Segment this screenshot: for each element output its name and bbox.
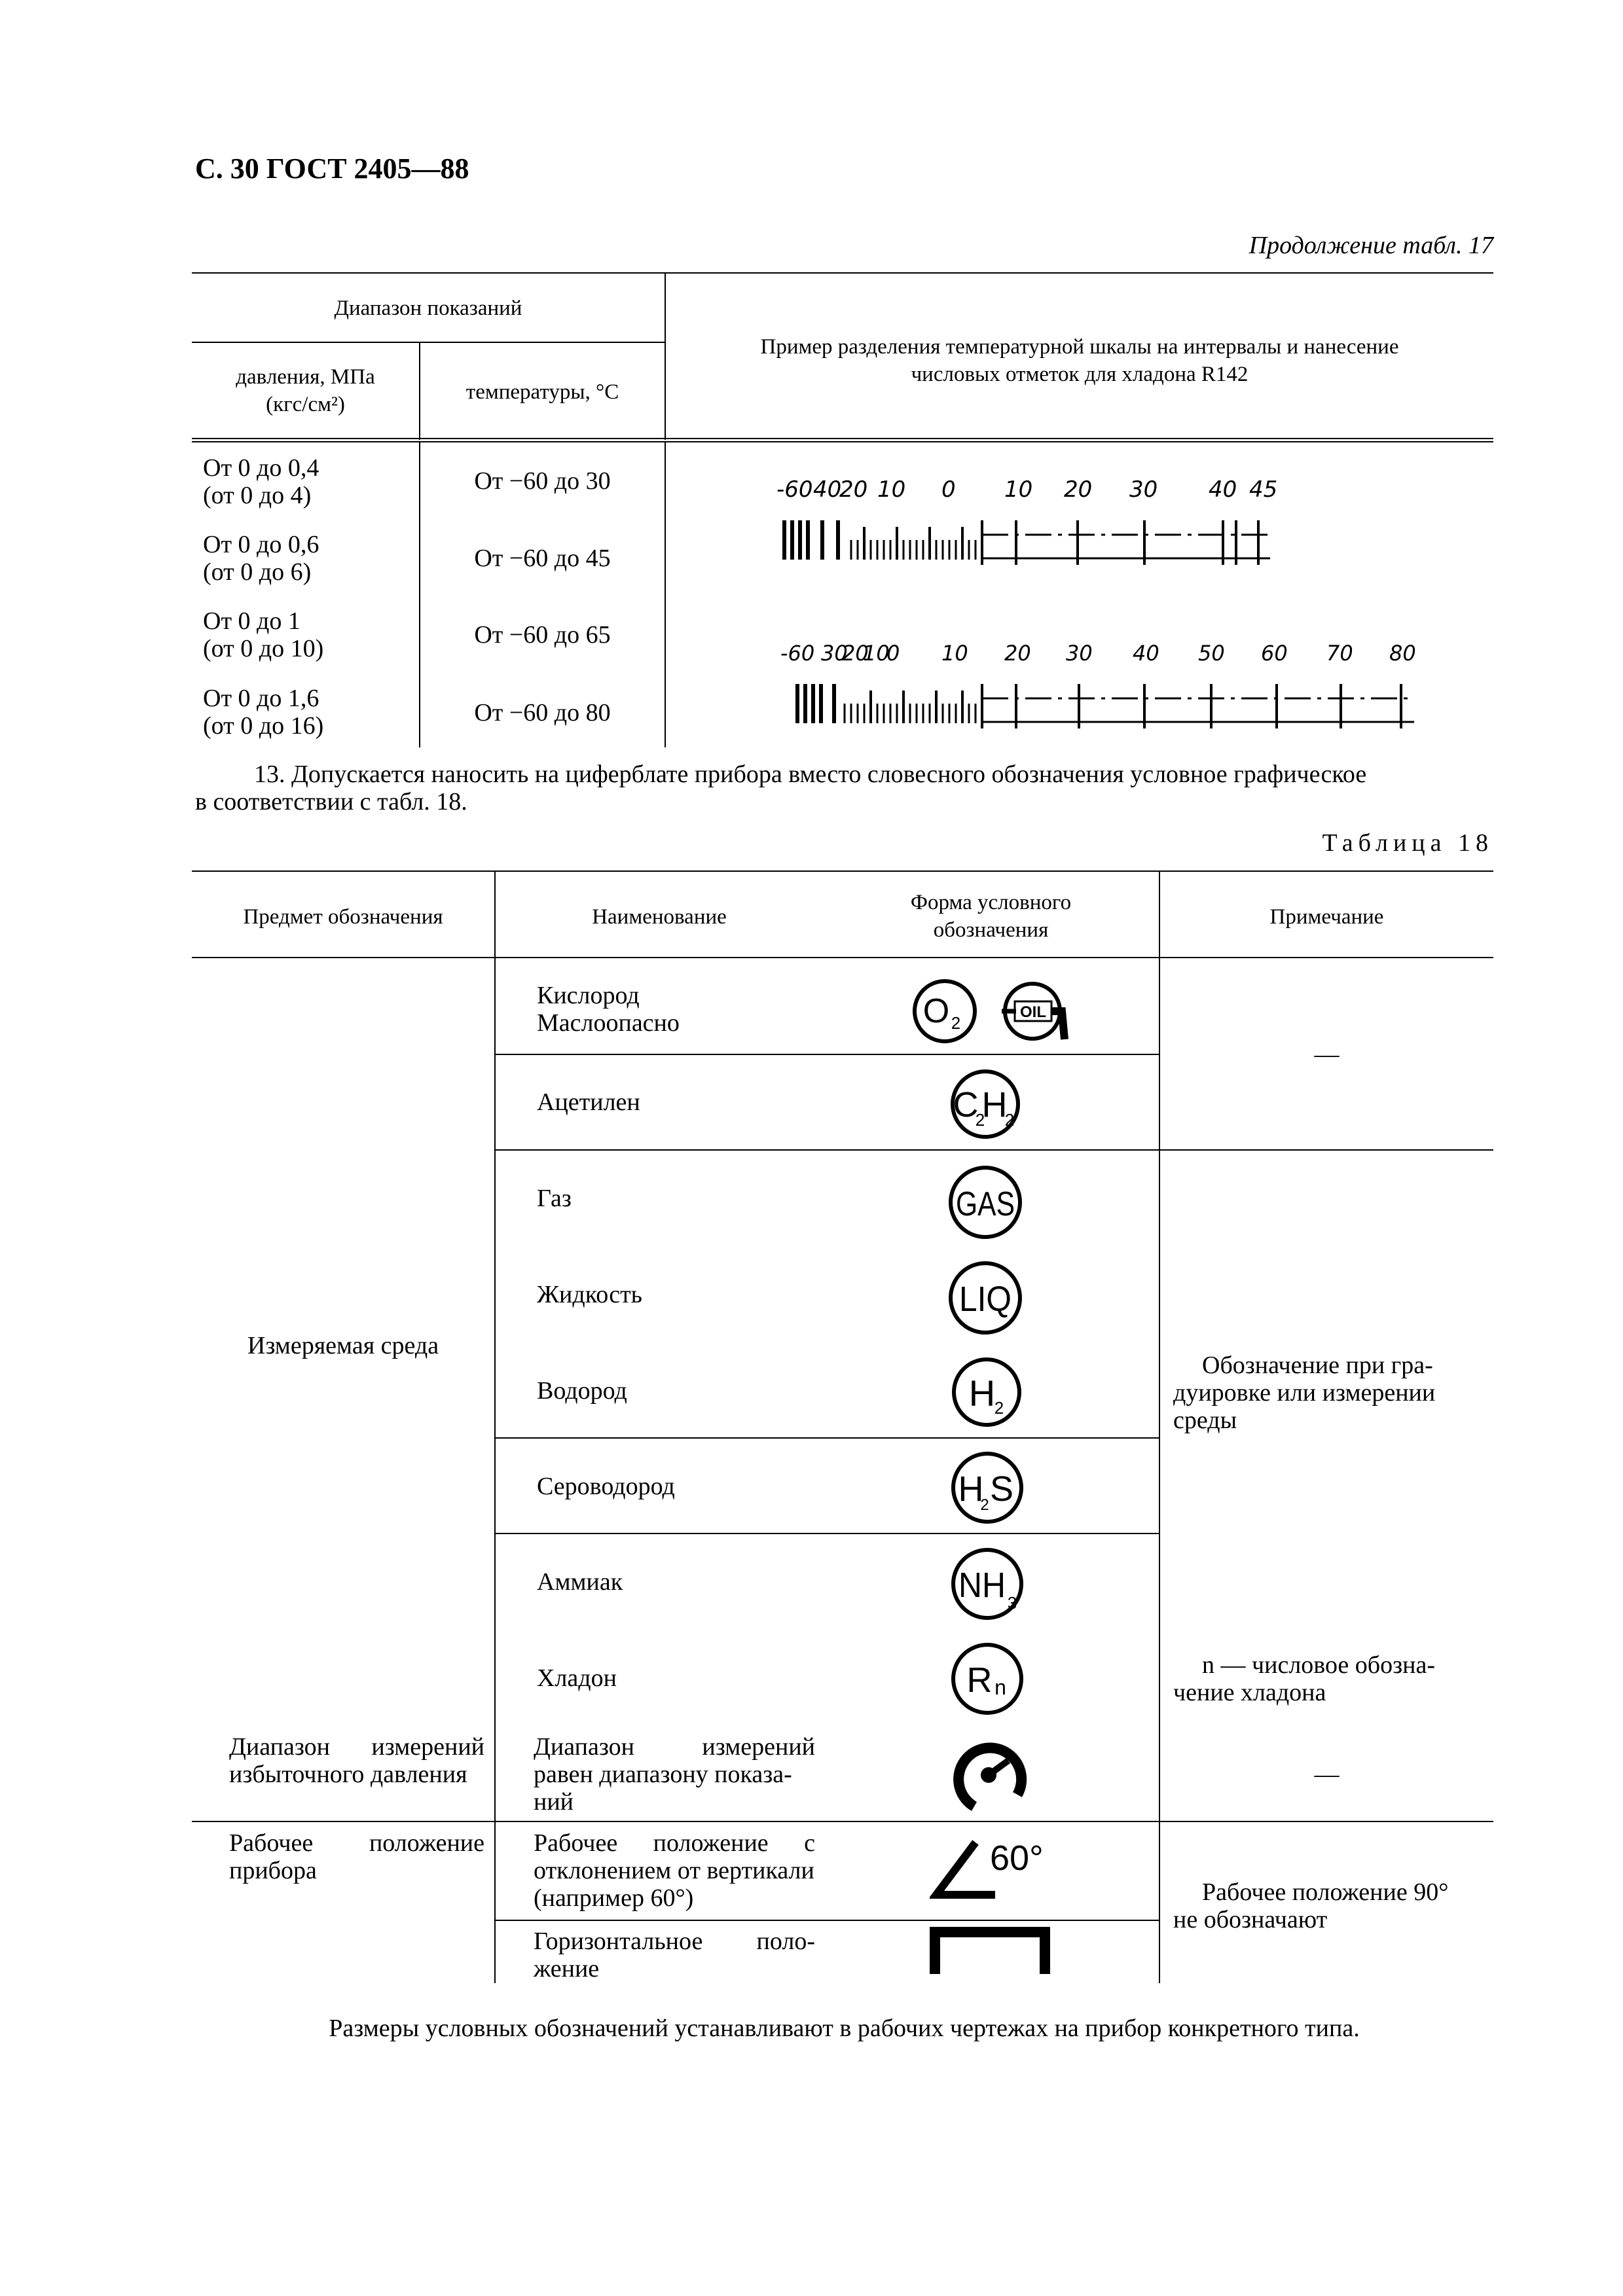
scale-label: 10 [1004,476,1033,503]
table-cell: От −60 до 45 [474,545,611,572]
note-freon: n — числовое обозна- чение хладона [1173,1651,1435,1706]
symbol-text: n [994,1676,1006,1699]
h2s-symbol-icon [948,1448,1027,1527]
name-oxygen-oil: Кислород Маслоопасно [537,982,680,1037]
symbol-text: 2 [994,1398,1004,1418]
scale-label: 45 [1249,476,1278,503]
scale-label: 20 [1004,641,1031,666]
table-row: От 0 до 1 (от 0 до 10) [203,607,324,662]
symbol-text: GAS [956,1185,1015,1223]
name-h2s: Сероводород [537,1473,675,1500]
name-hydrogen: Водород [537,1377,627,1405]
scale-label: 20 [839,476,868,503]
name-work-position: Рабочее положение с отклонением от вертикали (например 60°) [534,1829,815,1912]
symbol-text: 2 [980,1496,989,1514]
scale-label: 40 [1133,641,1159,666]
paragraph-13: 13. Допускается наносить на циферблате прибора вместо словесного обозначения условное графическое в соответствии с табл. 18. [195,761,1367,816]
table-cell: От −60 до 65 [474,621,611,649]
scale-label: 30 [1129,476,1158,503]
note-work-position: Рабочее положение 90° не обозначают [1173,1878,1449,1933]
scale-label: 10 [877,476,906,503]
scale-label: 10 [863,641,890,666]
scale-label: 30 [821,641,848,666]
page-header: С. 30 ГОСТ 2405—88 [195,152,469,185]
scale-label: 80 [1389,641,1416,666]
col-name-header: Наименование [592,905,727,929]
col-range-header: Диапазон показаний [334,296,522,320]
symbol-text: OIL [1020,1003,1046,1021]
col-temperature-header: температуры, °С [465,380,619,404]
note-dash-2: — [1314,1761,1340,1788]
freon-symbol-icon [948,1640,1027,1718]
liquid-symbol-icon [946,1259,1025,1337]
temperature-scale-2 [766,638,1453,736]
table-continuation: Продолжение табл. 17 [1249,232,1493,259]
name-liquid: Жидкость [537,1281,642,1308]
symbol-text: 60° [990,1839,1044,1878]
col-example-header: Пример разделения температурной шкалы на интервалы и нанесение числовых отметок для хладона R142 [760,335,1399,386]
scale-label: 30 [1066,641,1093,666]
symbol-text: 3 [1007,1593,1017,1613]
horizontal-position-icon [928,1924,1053,1977]
name-horizontal: Горизонтальное поло- жение [534,1928,815,1982]
scale-label: 60 [1261,641,1288,666]
subject-range: Диапазон измерений избыточного давления [229,1733,484,1788]
scale-label: 0 [886,641,900,666]
name-range: Диапазон измерений равен диапазону показа- ний [534,1733,815,1816]
scale-label: 40 [813,476,842,503]
scale-label: 10 [941,641,968,666]
note-dash-1: — [1314,1041,1340,1068]
col-pressure-header: давления, МПа (кгс/см²) [236,365,375,416]
symbol-text: 2 [1004,1110,1015,1130]
pressure-range-icon [948,1734,1033,1816]
table-cell: От −60 до 80 [474,699,611,726]
name-freon: Хладон [537,1664,617,1692]
name-gas: Газ [537,1185,572,1212]
name-acetylene: Ацетилен [537,1088,640,1116]
scale-label: 0 [941,476,956,503]
symbol-text: H [958,1469,984,1509]
table-row: От 0 до 1,6 (от 0 до 16) [203,685,324,740]
col-form-header: Форма условного обозначения [910,891,1072,942]
name-ammonia: Аммиак [537,1568,623,1596]
angle-position-icon [930,1829,1061,1908]
scale-label: 70 [1326,641,1353,666]
scale-label: 20 [842,641,869,666]
symbol-text: 2 [951,1013,961,1033]
scale-label: -60 [780,641,815,666]
table-row: От 0 до 0,6 (от 0 до 6) [203,531,319,586]
ammonia-symbol-icon [948,1545,1030,1623]
col-note-header: Примечание [1269,905,1384,929]
gas-symbol-icon [946,1163,1025,1242]
symbol-text: C [953,1085,979,1124]
subject-medium: Измеряемая среда [247,1332,439,1359]
oil-hazard-icon [996,975,1075,1047]
col-subject-header: Предмет обозначения [243,905,443,929]
note-calibration: Обозначение при гра- дуировке или измерении среды [1173,1352,1436,1434]
scale-label: 20 [1064,476,1093,503]
temperature-scale-1 [766,475,1290,573]
table-row: От 0 до 0,4 (от 0 до 4) [203,454,319,509]
symbol-text: O [922,992,950,1030]
oxygen-symbol-icon [909,975,981,1047]
acetylene-symbol-icon [947,1067,1026,1142]
footer-note: Размеры условных обозначений устанавливают в рабочих чертежах на прибор конкретного типа. [329,2015,1360,2042]
subject-work-position: Рабочее положение прибора [229,1829,484,1884]
symbol-text: NH [958,1566,1006,1605]
table-cell: От −60 до 30 [474,467,611,495]
symbol-text: H [968,1372,996,1414]
scale-label: -60 [776,476,813,503]
table-18-caption: Таблица 18 [1322,829,1493,857]
symbol-text: 2 [975,1110,985,1130]
scale-label: 50 [1198,641,1225,666]
symbol-text: H [981,1085,1008,1124]
symbol-text: R [966,1660,993,1700]
symbol-text: LIQ [959,1280,1012,1319]
scale-label: 40 [1209,476,1237,503]
symbol-text: S [989,1469,1014,1509]
hydrogen-symbol-icon [949,1355,1025,1430]
